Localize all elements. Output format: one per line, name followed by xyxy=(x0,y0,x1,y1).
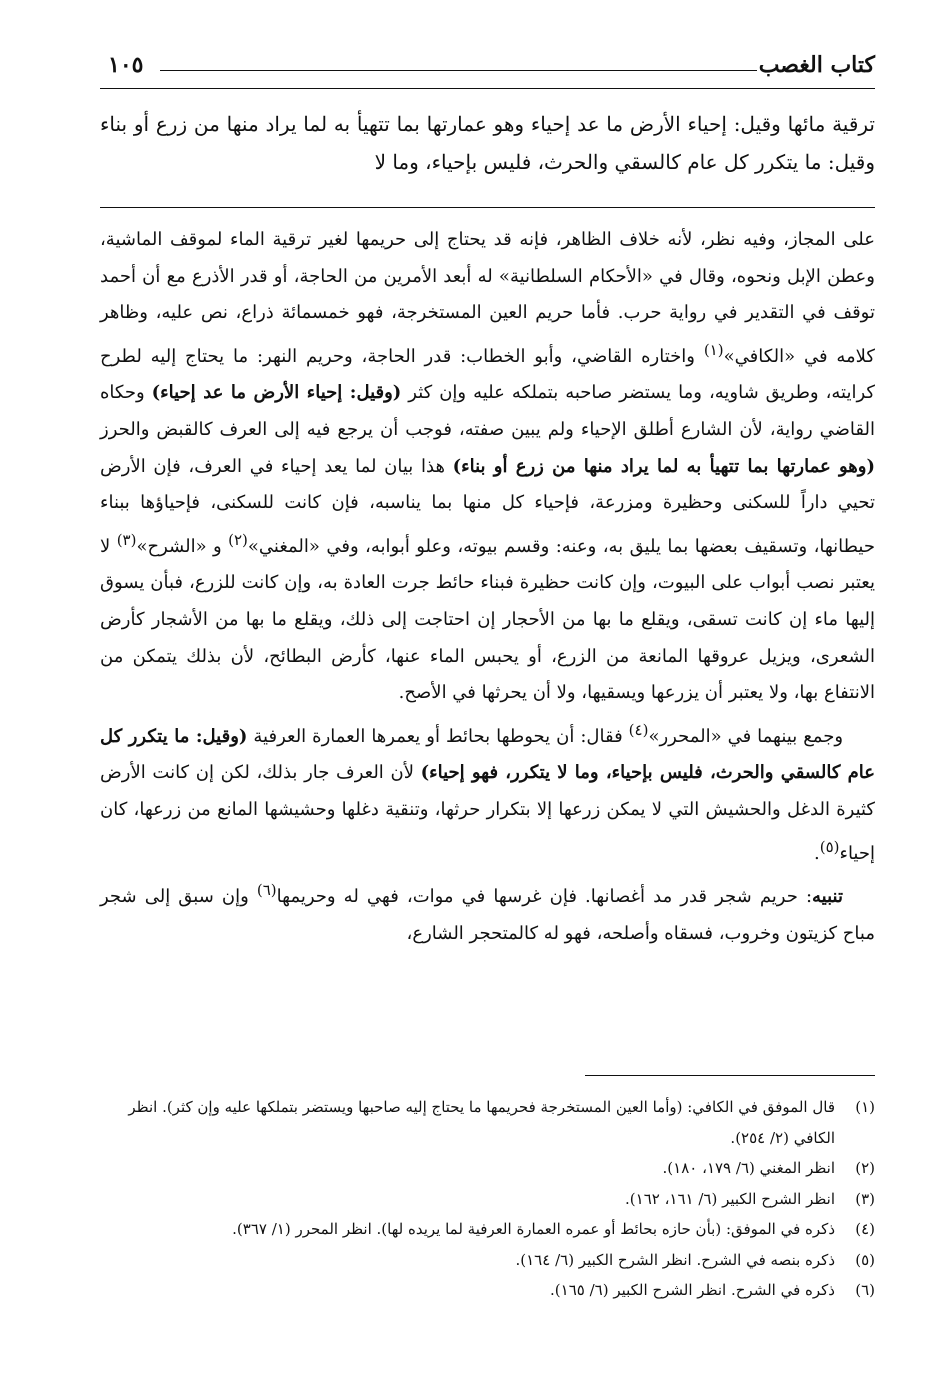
footnote-number: (٦) xyxy=(855,1281,875,1299)
header-rule xyxy=(160,70,757,71)
note-label: تنبيه xyxy=(812,886,843,908)
footnote-text: ذكره في الموفق: (بأن حازه بحائط أو عمره العمارة العرفية لما يريده لها). انظر المحرر (١/ ٣٦٧). xyxy=(232,1220,835,1238)
footnote-divider xyxy=(585,1075,875,1076)
footnote-ref-4[interactable]: (٤) xyxy=(628,720,649,739)
footnote xyxy=(100,1275,875,1306)
header-divider xyxy=(100,88,875,89)
footnote-number: (٥) xyxy=(855,1250,875,1269)
footnote-ref-1[interactable]: (١) xyxy=(703,340,724,359)
matn-divider xyxy=(100,207,875,208)
footnote-text: انظر المغني (٦/ ١٧٩، ١٨٠). xyxy=(662,1159,835,1177)
footnote-ref-3[interactable]: (٣) xyxy=(116,530,137,549)
sharh-paragraph-2: وجمع بينهما في «المحرر»$^{(٤)}$ فقال: أن يحوطها بحائط أو يعمرها العمارة العرفية (وقيل: ما يتكرر كل عام كالسقي والحرث، فليس بإحياء، وما لا يتكرر، فهو إحياء) لأن العرف جار بذلك، لكن إن كانت الأرض كثيرة الدغل والحشيش التي لا يمكن زرعها إلا بتكرار حرثها، وتنقية دغلها وحشيشها المانع من زرعها، كان إحياء$^{(٥)}$. xyxy=(100,720,875,864)
footnote xyxy=(100,1153,875,1184)
sharh-text xyxy=(100,222,875,952)
quoted-matn-1: (وقيل: إحياء الأرض ما عد إحياء) xyxy=(151,382,402,404)
footnote-ref-5[interactable]: (٥) xyxy=(819,837,840,856)
footnote-text: انظر الشرح الكبير (٦/ ١٦١، ١٦٢). xyxy=(625,1189,835,1208)
footnote-text: قال الموفق في الكافي: (وأما العين المستخرجة فحريمها ما يحتاج إليه صاحبها ويستضر بتملكها عليه وإن كثر). انظر الكافي (٢/ ٢٥٤). xyxy=(128,1098,835,1147)
footnote-text: ذكره في الشرح. انظر الشرح الكبير (٦/ ١٦٥). xyxy=(550,1281,835,1299)
footnote xyxy=(100,1184,875,1215)
footnote xyxy=(100,1214,875,1245)
footnote-number: (٢) xyxy=(855,1159,875,1177)
matn-text: ترقية مائها وقيل: إحياء الأرض ما عد إحياء وهو عمارتها بما تتهيأ به لما يراد منها من زرع أو بناء وقيل: ما يتكرر كل عام كالسقي والحرث، فليس بإحياء، وما لا xyxy=(100,112,875,174)
footnote xyxy=(100,1092,875,1153)
sharh-paragraph-3: تنبيه: حريم شجر قدر مد أغصانها. فإن غرسها في موات، فهي له وحريمها$^{(٦)}$ وإن سبق إلى شجر مباح كزيتون وخروب، فسقاه وأصلحه، فهو له كالمتحجر الشارع، xyxy=(100,881,875,944)
running-header xyxy=(100,52,875,82)
quoted-matn-3: (وقيل: ما يتكرر كل عام كالسقي والحرث، فليس بإحياء، وما لا يتكرر، فهو إحياء) xyxy=(100,725,875,784)
footnote-number: (١) xyxy=(855,1098,875,1116)
footnote xyxy=(100,1245,875,1276)
chapter-title: كتاب الغصب xyxy=(758,52,875,78)
sharh-paragraph-1: على المجاز، وفيه نظر، لأنه خلاف الظاهر، فإنه قد يحتاج إلى حريمها لغير ترقية الماء لموقف الماشية، وعطن الإبل ونحوه، وقال في «الأحكام السلطانية» له أبعد الأمرين من الحاجة، أو قدر الأذرع مع أن أحمد توقف في التقدير في رواية حرب. فأما حريم العين المستخرجة، فهو خمسمائة ذراع، نص عليه، وظاهر كلامه في «الكافي»$^{(١)}$ واختاره القاضي، وأبو الخطاب: قدر الحاجة، وحريم النهر: ما يحتاج إليه لطرح كرايته، وطريق شاويه، وما يستضر صاحبه بتملكه عليه وإن كثر (وقيل: إحياء الأرض ما عد إحياء) وحكاه القاضي رواية، لأن الشارع أطلق الإحياء ولم يبين صفته، فوجب أن يرجع فيه إلى العرف كالقبض والحرز (وهو عمارتها بما تتهيأ به لما يراد منها من زرع أو بناء) هذا بيان لما يعد إحياء في العرف، فإن الأرض تحيي داراً للسكنى وحظيرة ومزرعة، فإحياء كل منها بما يناسبه، فإن كانت للسكنى، فإحياؤها ببناء حيطانها، وتسقيف بعضها بما يليق به، وعنه: وقسم بيوته، وعلو أبوابه، وفي «المغني»$^{(٢)}$ و «الشرح»$^{(٣)}$ لا يعتبر نصب أبواب على البيوت، وإن كانت حظيرة فبناء حائط جرت العادة به، وإن كانت للزرع، فبأن يسوق إليها ماء إن كانت تسقى، ويقلع ما بها من الأحجار إن احتاجت إلى ذلك، ويقلع ما بها من الأشجار كأرض الشعرى، ويزيل عروقها المانعة من الزرع، أو يحبس الماء عنها، كأرض البطائح، لأن بذلك يتمكن من الانتفاع بها، ولا يعتبر أن يزرعها ويسقيها، ولا أن يحرثها في الأصح. xyxy=(100,229,875,704)
footnote-number: (٣) xyxy=(855,1189,875,1208)
footnote-text: ذكره بنصه في الشرح. انظر الشرح الكبير (٦/ ١٦٤). xyxy=(515,1250,835,1269)
footnote-ref-6[interactable]: (٦) xyxy=(256,881,277,900)
footnote-number: (٤) xyxy=(855,1220,875,1238)
quoted-matn-2: (وهو عمارتها بما تتهيأ به لما يراد منها من زرع أو بناء) xyxy=(452,455,875,477)
footnotes xyxy=(100,1092,875,1306)
footnote-ref-2[interactable]: (٢) xyxy=(228,530,248,549)
page-number: ١٠٥ xyxy=(108,52,144,78)
